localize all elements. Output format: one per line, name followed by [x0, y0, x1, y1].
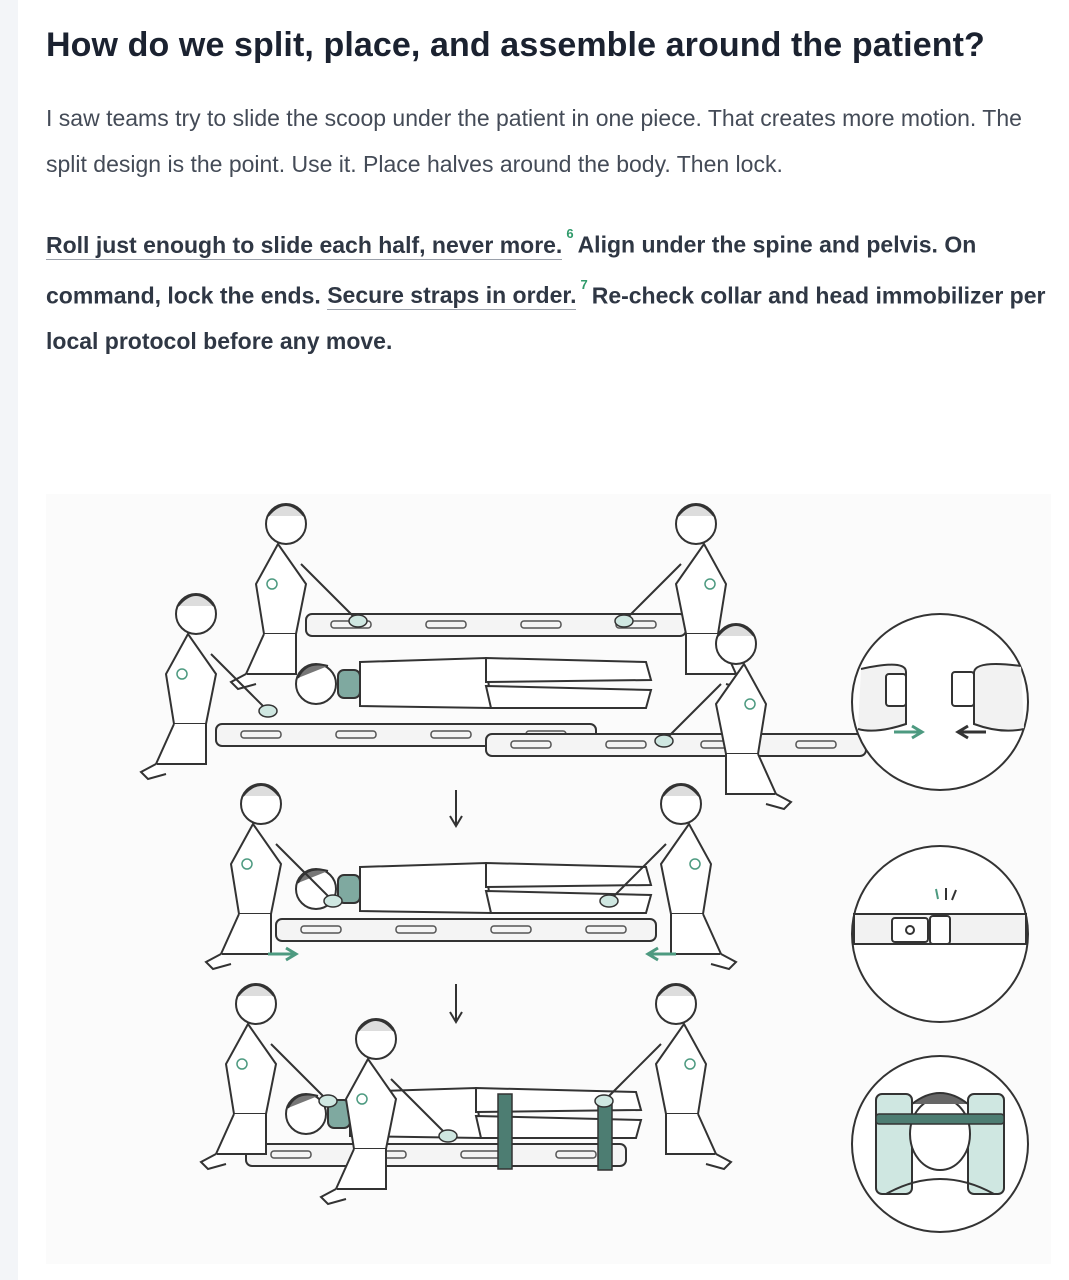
footnote-link-straps[interactable]: Secure straps in order.: [327, 282, 577, 309]
responder-figure: [655, 624, 791, 809]
section-heading: How do we split, place, and assemble around the patient?: [46, 26, 985, 64]
strap: [498, 1094, 512, 1169]
step-split-and-place: [141, 504, 866, 809]
scoop-stretcher-illustration: [46, 494, 1051, 1264]
footnote-marker-6[interactable]: 6: [566, 226, 574, 241]
scoop-stretcher-assembled: [276, 919, 656, 941]
procedure-text-1: Align under the spine and pelvis. On command, lock the ends.: [46, 231, 977, 309]
footnote-marker-7[interactable]: 7: [580, 276, 588, 292]
right-arrow-icon: [268, 948, 296, 960]
inset-lock-detail: [852, 614, 1028, 790]
scoop-stretcher-assembled: [246, 1144, 626, 1166]
patient-figure: [286, 1088, 641, 1138]
footnote-link-roll[interactable]: Roll just enough to slide each half, never more.: [46, 231, 563, 258]
patient-figure: [296, 863, 651, 913]
responder-figure: [141, 594, 277, 779]
down-arrow-icon: [450, 790, 462, 826]
responder-figure: [231, 504, 367, 689]
step-lock-ends: [206, 784, 736, 969]
inset-head-immobilizer: [852, 1056, 1028, 1232]
patient-figure: [296, 658, 651, 708]
intro-paragraph: I saw teams try to slide the scoop under the patient in one piece. That creates more motion. The split design is the point. Use it. Place halves around the body. Then lock.: [46, 105, 1022, 177]
left-rail: [0, 0, 18, 1280]
procedure-paragraph: [46, 217, 1046, 364]
strap: [598, 1100, 612, 1170]
scoop-half-right: [486, 734, 866, 756]
step-strap-and-immobilize: [201, 984, 731, 1204]
responder-figure: [595, 984, 731, 1169]
down-arrow-icon: [450, 984, 462, 1022]
responder-figure: [201, 984, 337, 1169]
article-section: [46, 22, 1046, 364]
inset-latched-detail: [852, 846, 1028, 1022]
procedure-text-2: Re-check collar and head immobilizer per local protocol before any move.: [46, 282, 1046, 355]
